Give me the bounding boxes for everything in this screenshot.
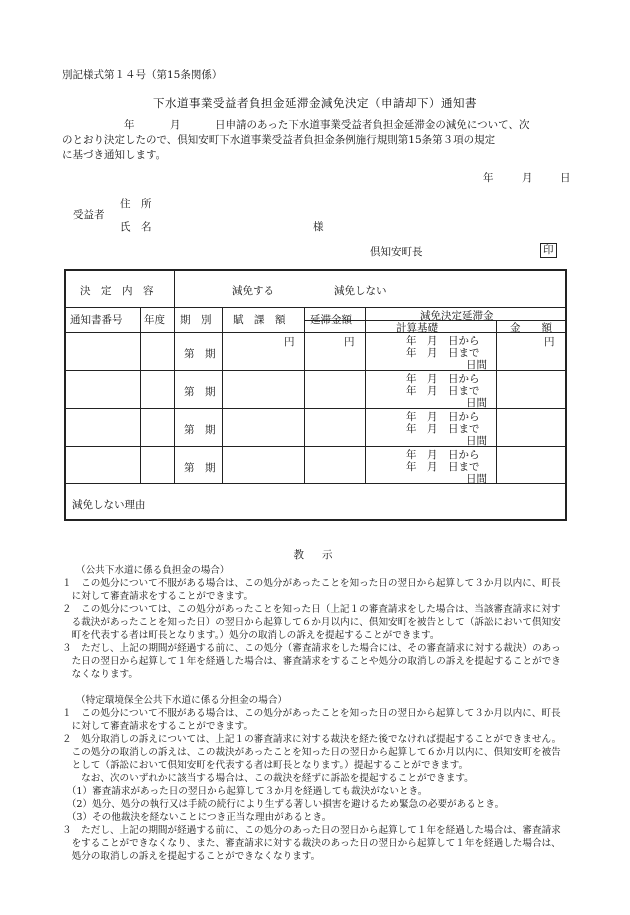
- header-exempt-group: 減免決定延滞金: [420, 310, 494, 322]
- public-line: 町を代表する者は町長となります。）処分の取消しの訴えを提起することができます。: [62, 630, 440, 641]
- row-2-installment: 第 期: [184, 386, 216, 398]
- special-line: をすることができなくなり、また、審査請求に対する裁決のあった日の翌日から起算して１年を経過した場合は、: [62, 838, 561, 849]
- row-3-from: 年 月 日から: [406, 411, 480, 423]
- form-number: 別記様式第１４号（第15条関係）: [62, 69, 223, 81]
- option-exempt: 減免する: [232, 285, 274, 297]
- decision-table: [64, 269, 567, 521]
- header-notice-no: 通知書番号: [70, 314, 123, 326]
- date-month: 月: [522, 172, 533, 184]
- issuer-name: 倶知安町長: [370, 246, 423, 258]
- special-heading: （特定環境保全公共下水道に係る分担金の場合）: [76, 695, 288, 706]
- row-3-installment: 第 期: [184, 424, 216, 436]
- address-label: 住 所: [120, 198, 152, 210]
- instructions-title: 教示: [293, 549, 351, 561]
- row-2-to: 年 月 日まで: [406, 385, 480, 397]
- option-not-exempt: 減免しない: [334, 285, 387, 297]
- name-label: 氏 名: [120, 221, 152, 233]
- intro-line-3: に基づき通知します。: [62, 149, 167, 161]
- special-line: （2）処分、処分の執行又は手続の続行により生ずる著しい損害を避けるため緊急の必要があるとき。: [62, 799, 505, 810]
- special-line: この処分の取消しの訴えは、この裁決があったことを知った日の翌日から起算して６か月以内に、倶知安町を被告: [62, 747, 561, 758]
- public-line: る裁決があったことを知った日）の翌日から起算して６か月以内に、倶知安町を被告として（訴訟において倶知安: [62, 617, 561, 628]
- decision-label: 決 定 内 容: [80, 285, 154, 297]
- public-line: に対して審査請求をすることができます。: [62, 591, 254, 602]
- row-1-days: 日間: [466, 359, 487, 371]
- row-1-installment: 第 期: [184, 348, 216, 360]
- row-4-from: 年 月 日から: [406, 449, 480, 461]
- special-line: ３ ただし、上記の期間が経過する前に、この処分のあった日の翌日から起算して１年を経過した場合は、審査請求: [62, 825, 561, 836]
- row-3-days: 日間: [466, 435, 487, 447]
- row-4-to: 年 月 日まで: [406, 461, 480, 473]
- special-line: として（訴訟において倶知安町を代表する者は町長となります。）提起することができます。: [62, 760, 469, 771]
- public-line: た日の翌日から起算して１年を経過した場合は、審査請求をすることや処分の取消しの訴えを提起することができ: [62, 656, 561, 667]
- row-2-from: 年 月 日から: [406, 373, 480, 385]
- intro-month: 月: [170, 119, 181, 131]
- header-assessed: 賦 課 額: [233, 314, 286, 326]
- public-line: ３ ただし、上記の期間が経過する前に、この処分（審査請求をした場合には、その審査請求に対する裁決）のあっ: [62, 643, 561, 654]
- row-2-days: 日間: [466, 397, 487, 409]
- row-1-assessed-unit: 円: [284, 336, 295, 348]
- intro-line-2: のとおり決定したので、倶知安町下水道事業受益者負担金条例施行規則第15条第３項の規定: [62, 134, 496, 146]
- intro-line-1: 日申請のあった下水道事業受益者負担金延滞金の減免について、次: [215, 119, 530, 131]
- row-1-to: 年 月 日まで: [406, 347, 480, 359]
- special-line: （3）その他裁決を経ないことにつき正当な理由があるとき。: [62, 812, 332, 823]
- special-line: （1）審査請求があった日の翌日から起算して３か月を経過しても裁決がないとき。: [62, 786, 428, 797]
- document-title: 下水道事業受益者負担金延滞金減免決定（申請却下）通知書: [153, 96, 477, 110]
- date-year: 年: [483, 172, 494, 184]
- special-line: 処分の取消しの訴えを提起することができなくなります。: [62, 851, 321, 862]
- honorific: 様: [313, 221, 324, 233]
- public-line: ２ この処分については、この処分があったことを知った日（上記１の審査請求をした場合は、当該審査請求に対す: [62, 604, 561, 615]
- public-line: １ この処分について不服がある場合は、この処分があったことを知った日の翌日から起算して３か月以内に、町長: [62, 578, 561, 589]
- date-day: 日: [560, 172, 571, 184]
- special-line: なお、次のいずれかに該当する場合は、この裁決を経ずに訴訟を提起することができます。: [62, 773, 474, 784]
- header-amount: 金 額: [510, 322, 552, 334]
- public-line: なくなります。: [62, 669, 138, 680]
- reason-label: 減免しない理由: [72, 499, 146, 511]
- seal-mark: 印: [540, 243, 557, 258]
- row-1-late-unit: 円: [344, 336, 355, 348]
- header-late-amount: 延滞金額: [310, 314, 352, 326]
- special-line: ２ 処分取消しの訴えについては、上記１の審査請求に対する裁決を経た後でなければ提起することができません。: [62, 734, 562, 745]
- row-4-days: 日間: [466, 473, 487, 485]
- header-fiscal-year: 年度: [144, 314, 165, 326]
- row-1-from: 年 月 日から: [406, 335, 480, 347]
- header-calc-basis: 計算基礎: [396, 322, 438, 334]
- public-heading: （公共下水道に係る負担金の場合）: [76, 565, 230, 576]
- instructions: [62, 549, 582, 863]
- row-3-to: 年 月 日まで: [406, 423, 480, 435]
- special-line: に対して審査請求をすることができます。: [62, 721, 254, 732]
- row-1-amount-unit: 円: [544, 336, 555, 348]
- recipient-label: 受益者: [73, 209, 105, 221]
- special-line: １ この処分について不服がある場合は、この処分があったことを知った日の翌日から起算して３か月以内に、町長: [62, 708, 561, 719]
- intro-year: 年: [124, 119, 135, 131]
- header-installment: 期 別: [180, 314, 212, 326]
- row-4-installment: 第 期: [184, 462, 216, 474]
